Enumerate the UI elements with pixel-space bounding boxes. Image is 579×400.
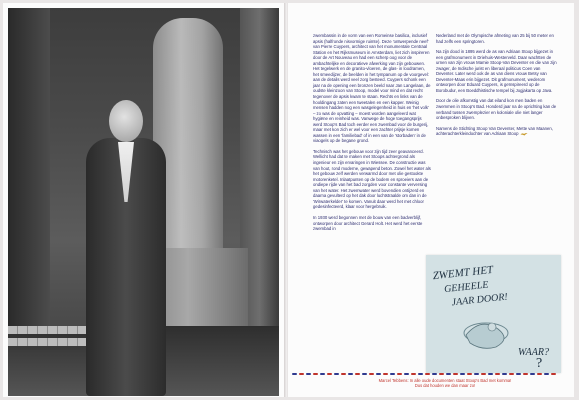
strip-dash xyxy=(348,373,353,375)
strip-dash xyxy=(544,373,549,375)
paragraph: In 1930 werd begonnen met de bouw van een badverblijf, ontworpen door architect Gerard Holt. Het werd het eerste zwembad in xyxy=(313,214,423,232)
strip-dash xyxy=(411,373,416,375)
strip-dash xyxy=(320,373,325,375)
postcard-line-1: ZWEMT HET xyxy=(432,263,494,283)
paragraph: Nederland met de Olympische afmeting van 25 bij 50 meter en had zelfs een springtoren. xyxy=(436,33,554,44)
right-page xyxy=(288,3,574,397)
strip-dash xyxy=(292,373,297,375)
svg-text:?: ? xyxy=(536,356,543,371)
strip-dash xyxy=(446,373,451,375)
strip-dash xyxy=(432,373,437,375)
postcard-line-4: WAAR? xyxy=(518,347,549,358)
strip-dash xyxy=(313,373,318,375)
paragraph: Door de olie afkomstig van dat eiland kon men baden en zwemmen in Stoop's Bad. Honderd jaar na de oprichting kan de verband tussen zwemplezier en koloniale olie niet langer onbesproken blijven. xyxy=(436,98,557,121)
strip-dash xyxy=(404,373,409,375)
strip-dash xyxy=(523,373,528,375)
paragraph: Technisch was het gebouw voor zijn tijd zeer geavanceerd. Wellicht had dat te maken met Stoops achtergrond als ingenieur en zijn ervaringen in Wiessee. De constructie was van hout, rond moderne, gewapend beton. Zowel het water als het gebouw zelf werden verwarmd door met olie gestookte motorenketel. Inlaatpunten op de bodem en sproeiers aan de ondiepe rijde van het bad zorgden voor constante verversing van het water. Het zwemwater werd bovendien ontijzerd en daarna gevulterd op het dak door luchtstraalde om dan in de 'Wirwaterkelder' te komen. Vanuit daar werd het met chloor gedesinfecteerd, klaar voor hergebruik. xyxy=(313,148,431,210)
strip-dash xyxy=(376,373,381,375)
strip-dash xyxy=(425,373,430,375)
man-head xyxy=(109,100,143,142)
strip-dash xyxy=(362,373,367,375)
strip-dash xyxy=(551,373,556,375)
paragraph: Na zijn dood in 1895 werd de as van Adriaan Stoop bijgezet in een grafmonument in Driehuis-Westerveld. Daar wachtten de urnen van zijn vrouw Mamie Stoop-Van Deventer en die van zijn zwager, de Indische jurist en liberaal politicus Coen van Deventer. Later werd ook de as van diens vrouw Betsy van Deventer-Maas erin bijgezet. Dit grafmonument, wederom ontworpen door Eduard Cuypers, is geïnspireerd op de Borobudur, een Boeddhistische tempel bij Jogjakarta op Java. xyxy=(436,49,557,93)
strip-dash xyxy=(467,373,472,375)
decorative-strip xyxy=(288,372,574,376)
caption-line-1: Marcel Tebbens: In alle oude documenten staat Stoop's Bad met komma! xyxy=(378,378,512,383)
bird-icon xyxy=(520,132,528,136)
left-page xyxy=(3,3,285,397)
strip-dash xyxy=(341,373,346,375)
strip-dash xyxy=(509,373,514,375)
text-column-1 xyxy=(313,33,431,237)
strip-dash xyxy=(495,373,500,375)
strip-dash xyxy=(537,373,542,375)
caption xyxy=(330,378,560,388)
strip-dash xyxy=(383,373,388,375)
postcard-line-2: GEHEELE xyxy=(443,279,490,296)
paragraph: zwembassin in de vorm van een Romeinse basilica, inclusief apsis (halfronde nisvormige ruimte). Deze 'ontwerpende neef' van Pierre Cuypers, architect van het monumentale Centraal Station en het Rijksmuseum in Amsterdam, liet zich inspireren door de Art Nouveau en had een scherp oog voor de ambachtelijke en decoratieve afwerking van zijn gebouwen. Het tegelwerk en de granito-vloeren, de glas- in loodramen, het smeedijzer, de beelden in het tympanum op de voorgevel: aan de details werd veel zorg besteed. Cuypers schonk een jaar na de opening een bronzen beeld naar Jan Langelaan, de oudste kleinzoon van Stoop, model voor mind en dat recht tegenover de apsis kwam te staan. Rechts en links van de hooldingang zaten een tweetalen en een kapper. Weinig mensen hadden nog een wasgelegenheid in huis en 'het volk' – zo was de opvatting – moest worden aangeleerd wat hygiëne en reinheid was. Vanwege de hoge toegangsprijs werd Stoop's Bad toch eerder een zwembad voor de burgerij, maar met kon zich er wel voor een zachter prijsje komen wassen in een 'familiebad' of in een van de 'storbaden' in de viaogels op de begane grond. xyxy=(313,33,431,144)
caption-line-2: Dus dat houden we dan maar zo! xyxy=(414,383,476,388)
strip-dash xyxy=(516,373,521,375)
strip-dash xyxy=(355,373,360,375)
strip-dash xyxy=(439,373,444,375)
strip-dash xyxy=(299,373,304,375)
strip-dash xyxy=(397,373,402,375)
strip-dash xyxy=(474,373,479,375)
strip-dash xyxy=(369,373,374,375)
strip-dash xyxy=(453,373,458,375)
strip-dash xyxy=(334,373,339,375)
strip-dash xyxy=(460,373,465,375)
strip-dash xyxy=(306,373,311,375)
strip-dash xyxy=(418,373,423,375)
strip-dash xyxy=(502,373,507,375)
strip-dash xyxy=(327,373,332,375)
strip-dash xyxy=(530,373,535,375)
postcard-image xyxy=(426,255,561,373)
strip-dash xyxy=(390,373,395,375)
historic-photo xyxy=(8,8,279,396)
postcard-line-3: JAAR DOOR! xyxy=(451,291,509,309)
strip-dash xyxy=(481,373,486,375)
strip-dash xyxy=(488,373,493,375)
text-column-2 xyxy=(436,33,558,142)
signature-paragraph: Namens de Stichting Stoop Van Deventer, Mette van Maanen, achterachterkleindochter van Adriaan Stoop xyxy=(436,125,553,137)
